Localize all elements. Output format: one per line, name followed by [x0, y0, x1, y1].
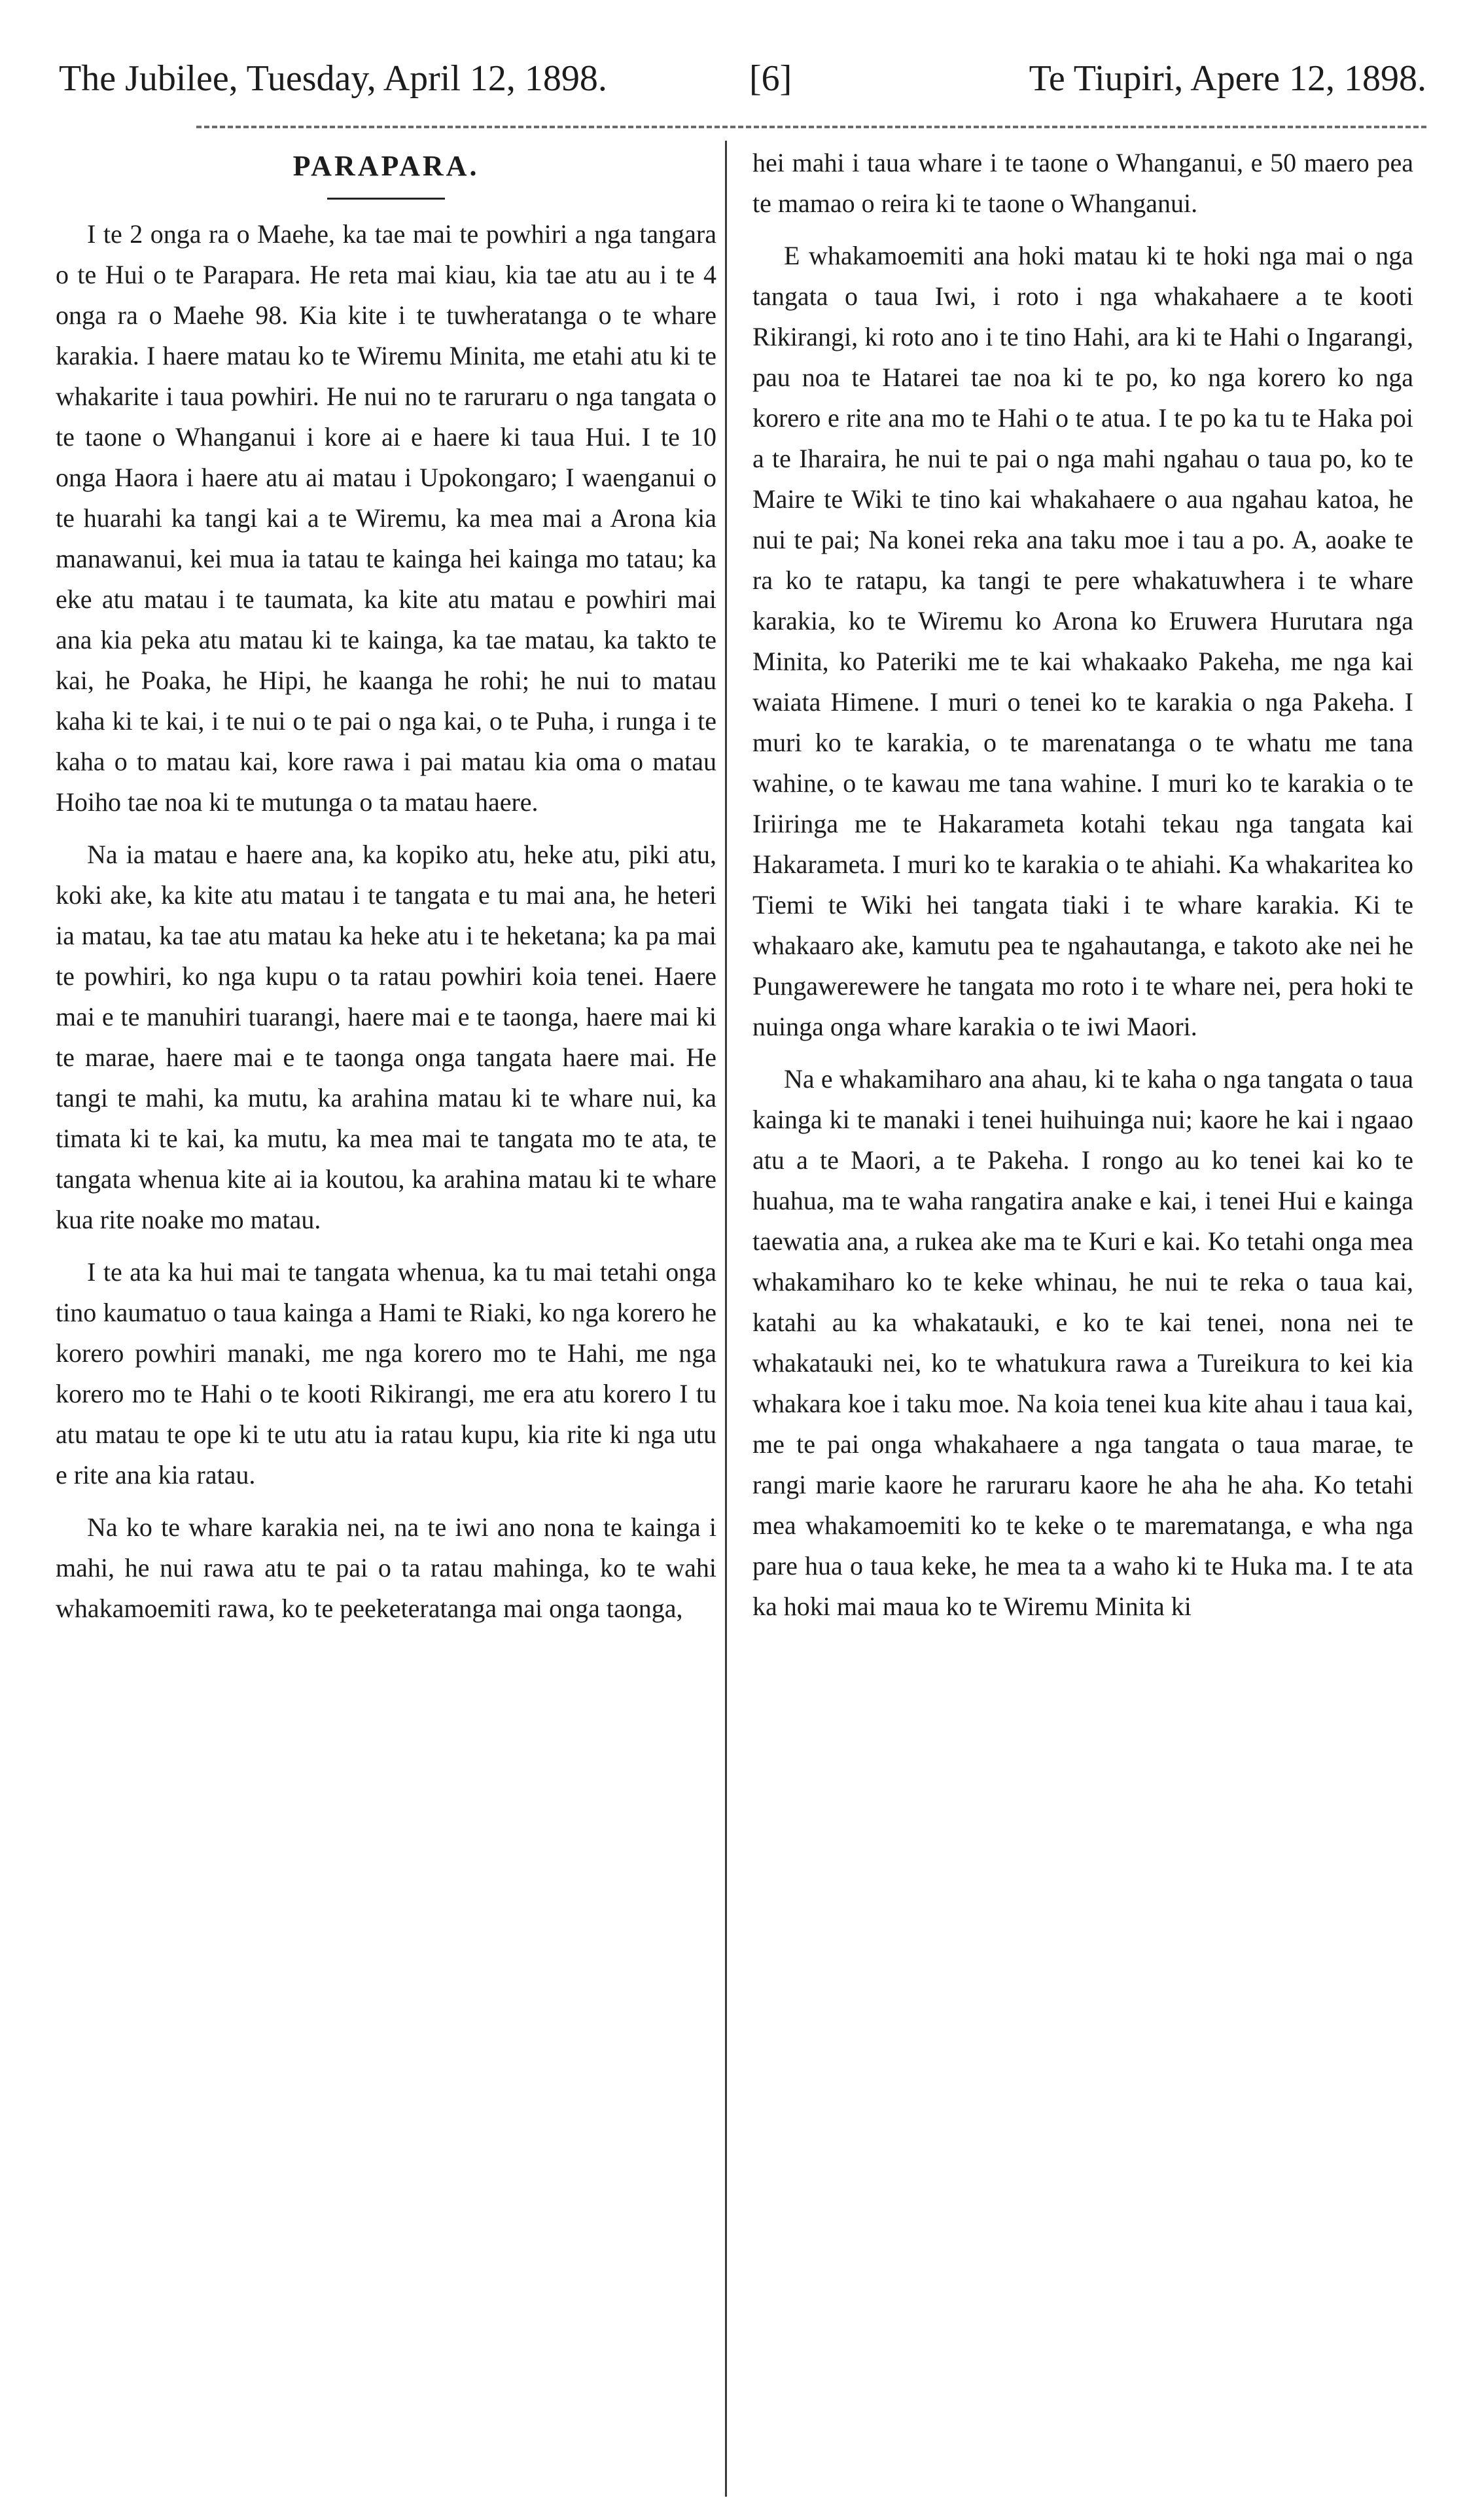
right-paragraph-3: Na e whakamiharo ana ahau, ki te kaha o nga tangata o taua kainga ki te manaki i tenei huihuinga nui; kaore he kai i ngaao atu a te Maori, a te Pakeha. I rongo au ko tenei kai ko te huahua, ma te waha rangatira anake e kai, i tenei Hui e kainga taewatia ana, a rukea ake ma te Kuri e kai. Ko tetahi onga mea whakamiharo ko te keke whinau, he nui te reka o taua kai, katahi au ka whakatauki, e ko te kai tenei, nona nei te whakatauki nei, ko te whatukura rawa a Tureikura to kei kia whakara koe i taku moe. Na koia tenei kua kite ahau i taua kai, me te pai onga whakahaere a nga tangata o taua marae, te rangi marie kaore he raruraru kaore he aha he aha. Ko tetahi mea whakamoemiti ko te keke o te marematanga, e wha nga pare hua o taua keke, he mea ta a waho ki te Huka ma. I te ata ka hoki mai maua ko te Wiremu Minita ki [752, 1064, 1413, 1621]
left-paragraph-4: Na ko te whare karakia nei, na te iwi ano nona te kainga i mahi, he nui rawa atu te pai o ta ratau mahinga, ko te wahi whakamoemiti rawa, ko te peeketeratanga mai onga taonga, [56, 1512, 716, 1623]
left-paragraph-1: I te 2 onga ra o Maehe, ka tae mai te powhiri a nga tangara o te Hui o te Parapara. He reta mai kiau, kia tae atu au i te 4 onga ra o Maehe 98. Kia kite i te tuwheratanga o te whare karakia. I haere matau ko te Wiremu Minita, me etahi atu ki te whakarite i taua powhiri. He nui no te raruraru o nga tangata o te taone o Whanganui i kore ai e haere ki taua Hui. I te 10 onga Haora i haere atu ai matau i Upokongaro; I waenganui o te huarahi ka tangi kai a te Wiremu, ka mea mai a Arona kia manawanui, kei mua ia tatau te kainga hei kainga mo tatau; ka eke atu matau i te taumata, ka kite atu matau e powhiri mai ana kia peka atu matau ki te kainga, ka tae matau, ka takto te kai, he Poaka, he Hipi, he kaanga he rohi; he nui to matau kaha ki te kai, i te nui o te pai o nga kai, o te Puha, i runga i te kaha o to matau kai, kore rawa i pai matau kia oma o matau Hoiho tae noa ki te mutunga o ta matau haere. [56, 219, 716, 817]
right-paragraph-1: hei mahi i taua whare i te taone o Whanganui, e 50 maero pea te mamao o reira ki te taone o Whanganui. [752, 148, 1413, 218]
running-header [59, 52, 1426, 105]
left-paragraph-3: I te ata ka hui mai te tangata whenua, ka tu mai tetahi onga tino kaumatuo o taua kainga a Hami te Riaki, ko nga korero he korero powhiri manaki, me nga korero mo te Hahi, me nga korero mo te Hahi o te kooti Rikirangi, me era atu korero I tu atu matau te ope ki te utu atu ia ratau kupu, kia rite ki nga utu e rite ana kia ratau. [56, 1257, 716, 1489]
right-paragraph-2: E whakamoemiti ana hoki matau ki te hoki nga mai o nga tangata o taua Iwi, i roto i nga whakahaere a te kooti Rikirangi, ki roto ano i te tino Hahi, ara ki te Hahi o Ingarangi, pau noa te Hatarei tae noa ki te po, ko nga korero ko nga korero e rite ana mo te Hahi o te atua. I te po ka tu te Haka poi a te Iharaira, he nui te pai o nga mahi ngahau o taua po, ko te Maire te Wiki te tino kai whakahaere o aua ngahau katoa, he nui te pai; Na konei reka ana taku moe i tau a po. A, aoake te ra ko te ratapu, ka tangi te pere whakatuwhera i te whare karakia, ko te Wiremu ko Arona ko Eruwera Hurutara nga Minita, ko Pateriki me te kai whakaako Pakeha, me nga kai waiata Himene. I muri o tenei ko te karakia o nga Pakeha. I muri ko te karakia, o te marenatanga o te whatu me tana wahine, o te kawau me tana wahine. I muri ko te karakia o te Iriiringa me te Hakarameta kotahi tekau nga tangata kai Hakarameta. I muri ko te karakia o te ahiahi. Ka whakaritea ko Tiemi te Wiki hei tangata tiaki i te whare karakia. Ki te whakaaro ake, kamutu pea te ngahautanga, e takoto ake nei he Pungawerewere he tangata mo roto i te whare nei, pera hoki te nuinga onga whare karakia o te iwi Maori. [752, 241, 1413, 1041]
column-divider [725, 141, 727, 2497]
article-title: PARAPARA. [292, 150, 480, 182]
header-english-date: The Jubilee, Tuesday, April 12, 1898. [59, 58, 607, 99]
header-maori-date: Te Tiupiri, Apere 12, 1898. [1029, 58, 1426, 99]
title-rule [327, 198, 445, 200]
page-number: [6] [749, 58, 792, 99]
left-paragraph-2: Na ia matau e haere ana, ka kopiko atu, heke atu, piki atu, koki ake, ka kite atu matau i te tangata e tu mai ana, he heteri ia matau, ka tae atu matau ka heke atu i te heketana; ka pa mai te powhiri, ko nga kupu o ta ratau powhiri koia tenei. Haere mai e te manuhiri tuarangi, haere mai e te taonga, haere mai ki te marae, haere mai e te taonga onga tangata haere mai. He tangi te mahi, ka mutu, ka arahina matau ki te whare nui, ka timata ki te kai, ka mutu, ka mea mai te tangata mo te ata, te tangata whenua kite ai ia koutou, ka arahina matau ki te whare kua rite noake mo matau. [56, 840, 716, 1234]
header-divider [196, 126, 1426, 128]
right-column [752, 143, 1413, 1639]
left-column [56, 143, 716, 1641]
